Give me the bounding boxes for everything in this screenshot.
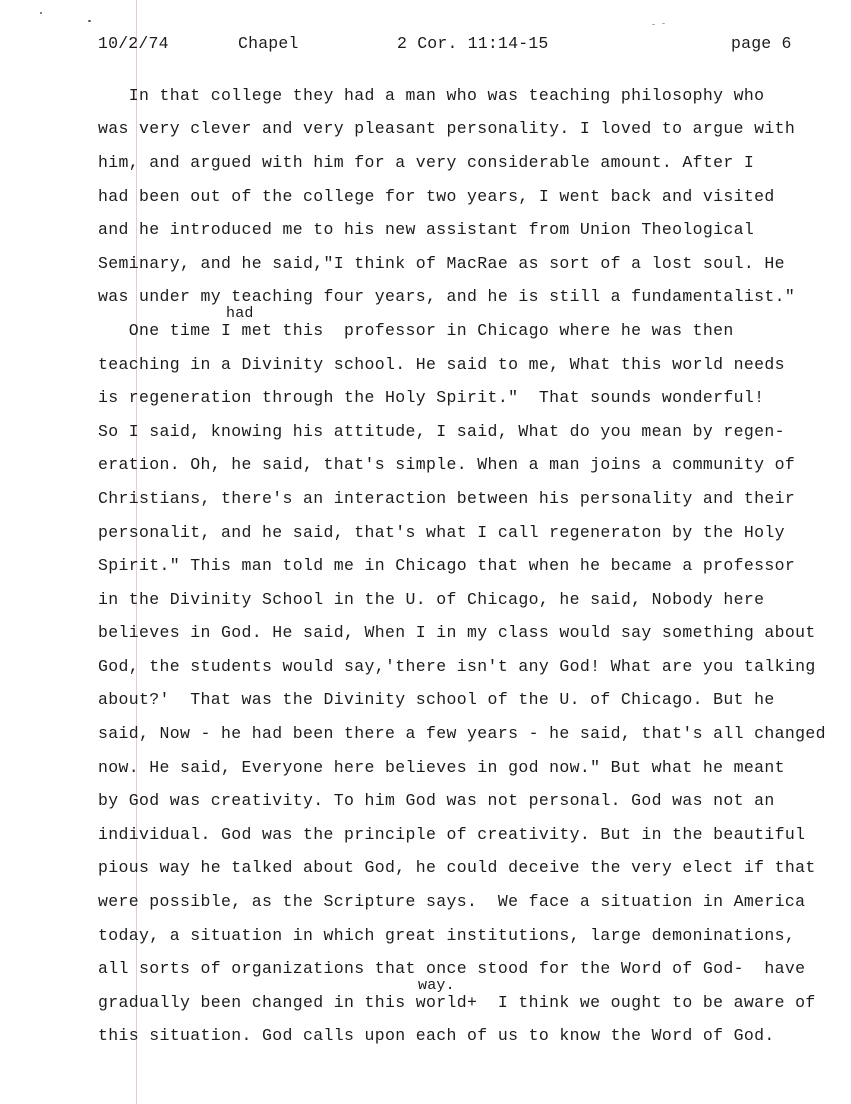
text-line: Seminary, and he said,"I think of MacRae as sort of a lost soul. He <box>98 253 785 273</box>
text-line: One time I met this professor in Chicago where he was then <box>98 320 734 340</box>
text-line: Christians, there's an interaction between his personality and their <box>98 488 796 508</box>
text-line: teaching in a Divinity school. He said to me, What this world needs <box>98 354 785 374</box>
text-line: gradually been changed in this world+ I think we ought to be aware of <box>98 992 816 1012</box>
text-line: believes in God. He said, When I in my class would say something about <box>98 623 816 643</box>
text-line: now. He said, Everyone here believes in god now." But what he meant <box>98 757 785 777</box>
text-line: this situation. God calls upon each of us to know the Word of God. <box>98 1026 775 1046</box>
header-scripture-reference: 2 Cor. 11:14-15 <box>397 34 549 53</box>
text-line: today, a situation in which great institutions, large demoninations, <box>98 925 796 945</box>
scan-speck <box>652 24 655 25</box>
scan-speck <box>662 23 665 24</box>
text-line: In that college they had a man who was teaching philosophy who <box>98 86 765 105</box>
text-line: about?' That was the Divinity school of the U. of Chicago. But he <box>98 690 775 710</box>
text-line: by God was creativity. To him God was not personal. God was not an <box>98 791 775 811</box>
text-line: eration. Oh, he said, that's simple. When a man joins a community of <box>98 455 796 475</box>
text-line: him, and argued with him for a very considerable amount. After I <box>98 152 755 172</box>
text-line: Spirit." This man told me in Chicago that when he became a professor <box>98 556 796 576</box>
text-line: pious way he talked about God, he could deceive the very elect if that <box>98 858 816 878</box>
text-line: and he introduced me to his new assistant from Union Theological <box>98 220 755 240</box>
text-line: personalit, and he said, that's what I call regeneraton by the Holy <box>98 522 785 542</box>
header-venue: Chapel <box>238 34 299 53</box>
text-line: is regeneration through the Holy Spirit." That sounds wonderful! <box>98 388 765 408</box>
text-line: said, Now - he had been there a few years - he said, that's all changed <box>98 724 826 744</box>
scan-speck <box>40 12 42 14</box>
handwritten-insertion-had: had <box>226 305 254 322</box>
text-line: had been out of the college for two years, I went back and visited <box>98 186 775 206</box>
text-line: was very clever and very pleasant personality. I loved to argue with <box>98 119 796 139</box>
header-date: 10/2/74 <box>98 34 169 53</box>
text-line: was under my teaching four years, and he is still a fundamentalist." <box>98 287 796 307</box>
transcript-body <box>98 86 838 1060</box>
scan-speck <box>88 20 91 22</box>
text-line: all sorts of organizations that once stood for the Word of God- have <box>98 959 806 979</box>
text-line: in the Divinity School in the U. of Chicago, he said, Nobody here <box>98 589 765 609</box>
text-line: God, the students would say,'there isn't any God! What are you talking <box>98 656 816 676</box>
text-line: were possible, as the Scripture says. We face a situation in America <box>98 892 806 912</box>
text-line: So I said, knowing his attitude, I said, What do you mean by regen- <box>98 421 785 441</box>
text-line: individual. God was the principle of creativity. But in the beautiful <box>98 824 806 844</box>
header-page-number: page 6 <box>731 34 792 53</box>
handwritten-insertion-way: way. <box>418 977 455 994</box>
